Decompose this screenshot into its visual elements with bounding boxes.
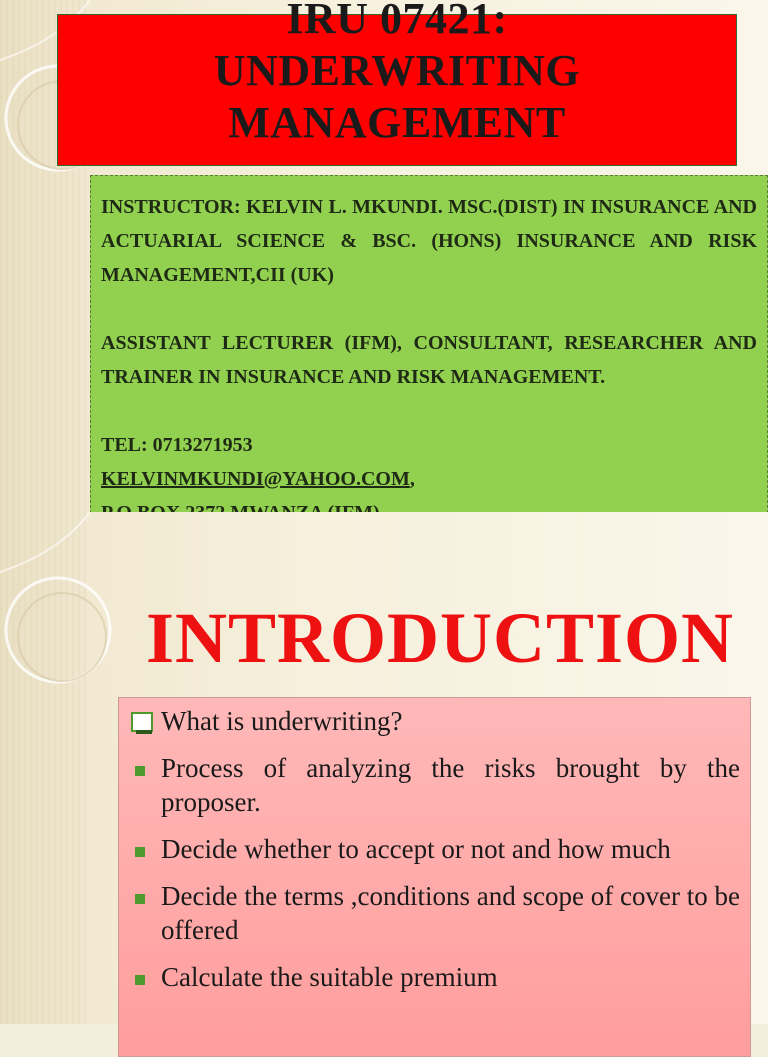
bullet-list (131, 704, 740, 994)
list-item (131, 879, 740, 947)
content-box (118, 697, 751, 1057)
course-title-box (57, 0, 737, 166)
checkbox-bullet-icon (131, 712, 153, 732)
list-item-text: Decide whether to accept or not and how much (161, 834, 671, 864)
course-title (58, 0, 736, 149)
slide-title: INTRODUCTION (145, 598, 735, 678)
course-title-line-1: UNDERWRITING (213, 46, 581, 95)
list-item-text: Process of analyzing the risks brought by the proposer. (161, 753, 740, 817)
email-line (101, 462, 757, 496)
square-bullet-icon (135, 975, 145, 985)
instructor-info-box (90, 175, 768, 563)
telephone: TEL: 0713271953 (101, 434, 253, 456)
slide-1 (0, 0, 768, 512)
square-bullet-icon (135, 847, 145, 857)
list-item (131, 751, 740, 819)
course-title-line-2: MANAGEMENT (228, 98, 566, 147)
list-item-text: Decide the terms ,conditions and scope of cover to be offered (161, 881, 740, 945)
email-suffix: , (409, 468, 415, 490)
list-item-text: Calculate the suitable premium (161, 962, 498, 992)
email-link[interactable]: KELVINMKUNDI@YAHOO.COM (101, 468, 410, 490)
list-item (131, 832, 740, 866)
list-item (131, 960, 740, 994)
slide-2 (0, 512, 768, 1024)
instructor-role: ASSISTANT LECTURER (IFM), CONSULTANT, RESEARCHER AND TRAINER IN INSURANCE AND RISK MANAGEMENT. (101, 332, 757, 388)
square-bullet-icon (135, 894, 145, 904)
square-bullet-icon (135, 766, 145, 776)
list-item-text: What is underwriting? (161, 706, 403, 736)
list-item (131, 704, 740, 738)
instructor-credentials: INSTRUCTOR: KELVIN L. MKUNDI. MSC.(DIST) IN INSURANCE AND ACTUARIAL SCIENCE & BSC. (HONS) INSURANCE AND RISK MANAGEMENT,CII (UK) (101, 196, 757, 286)
course-title-line-code: IRU 07421: (286, 0, 508, 43)
